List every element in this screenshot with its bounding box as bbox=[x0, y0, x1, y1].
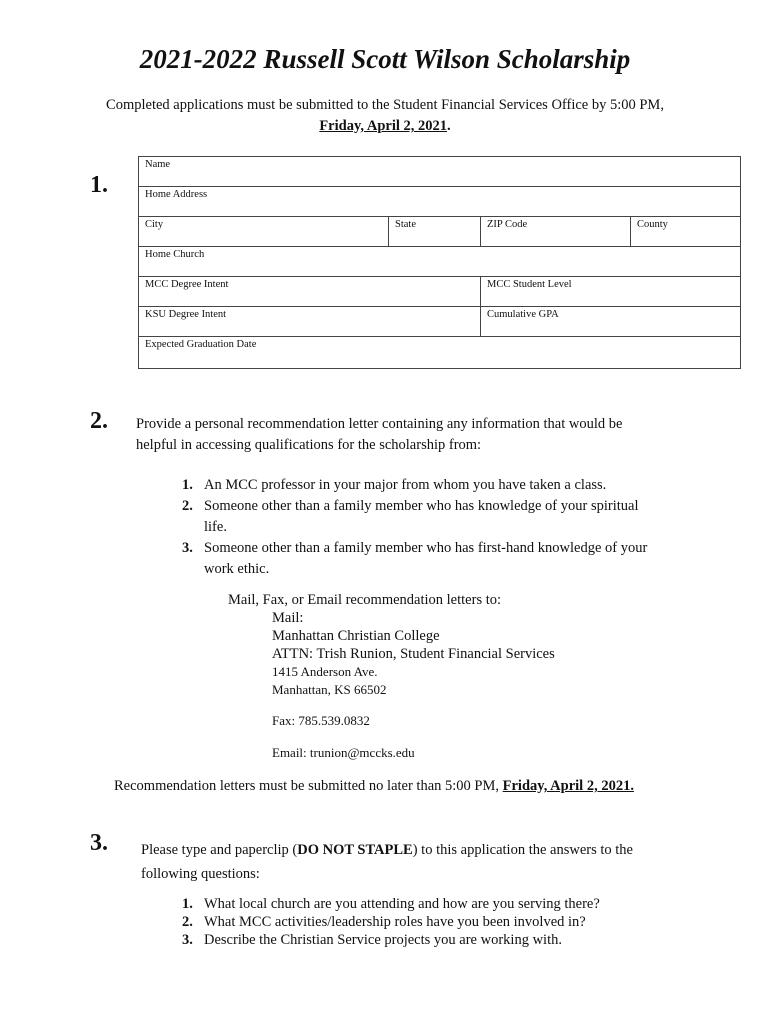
zip-field[interactable] bbox=[481, 217, 631, 247]
mcc-student-level-label: MCC Student Level bbox=[487, 279, 572, 290]
list-item bbox=[182, 913, 682, 931]
home-address-field[interactable] bbox=[139, 187, 741, 217]
attention-line: ATTN: Trish Runion, Student Financial Services bbox=[272, 646, 555, 662]
section-2-number: 2. bbox=[90, 408, 108, 434]
section-1-number: 1. bbox=[90, 172, 108, 198]
recommendation-instructions bbox=[136, 414, 622, 456]
email-address: Email: trunion@mccks.edu bbox=[272, 745, 415, 760]
zip-label: ZIP Code bbox=[487, 219, 528, 230]
deadline-date: Friday, April 2, 2021 bbox=[319, 118, 448, 134]
recommendation-text-line-1: Provide a personal recommendation letter containing any information that would be bbox=[136, 416, 623, 432]
city-field[interactable] bbox=[139, 217, 389, 247]
submission-instructions: Completed applications must be submitted to the Student Financial Services Office by 5:00 PM, bbox=[106, 97, 664, 113]
state-label: State bbox=[395, 219, 416, 230]
recommendation-deadline-text: Recommendation letters must be submitted no later than 5:00 PM, bbox=[114, 778, 499, 794]
home-church-label: Home Church bbox=[145, 249, 205, 260]
list-item-text: What MCC activities/leadership roles have you been involved in? bbox=[204, 914, 586, 930]
recommendation-deadline-date: Friday, April 2, 2021. bbox=[502, 778, 634, 794]
list-item-number: 3. bbox=[182, 540, 193, 556]
mcc-student-level-field[interactable] bbox=[481, 277, 741, 307]
list-item-text-continued: life. bbox=[204, 519, 227, 535]
county-label: County bbox=[637, 219, 668, 230]
list-item-number: 2. bbox=[182, 498, 193, 514]
section-3-number: 3. bbox=[90, 830, 108, 856]
state-field[interactable] bbox=[389, 217, 481, 247]
home-church-field[interactable] bbox=[139, 247, 741, 277]
questions-text-pre: Please type and paperclip ( bbox=[141, 842, 298, 858]
list-item bbox=[182, 931, 682, 949]
name-field[interactable] bbox=[139, 157, 741, 187]
list-item-number: 3. bbox=[182, 932, 193, 948]
questions-instructions bbox=[141, 838, 633, 886]
mcc-degree-intent-label: MCC Degree Intent bbox=[145, 279, 229, 290]
document-title: 2021-2022 Russell Scott Wilson Scholarship bbox=[139, 44, 631, 74]
list-item-number: 1. bbox=[182, 477, 193, 493]
expected-graduation-field[interactable] bbox=[139, 337, 741, 369]
questions-text-line-1 bbox=[141, 838, 633, 862]
cumulative-gpa-label: Cumulative GPA bbox=[487, 309, 559, 320]
city-state-zip: Manhattan, KS 66502 bbox=[272, 682, 387, 697]
list-item bbox=[182, 895, 682, 913]
cumulative-gpa-field[interactable] bbox=[481, 307, 741, 337]
questions-list bbox=[182, 895, 682, 949]
college-name: Manhattan Christian College bbox=[272, 628, 440, 644]
questions-text-line-2: following questions: bbox=[141, 866, 260, 882]
recommendation-text-line-2: helpful in accessing qualifications for the scholarship from: bbox=[136, 437, 482, 453]
recommendation-deadline bbox=[114, 776, 634, 797]
fax-number: Fax: 785.539.0832 bbox=[272, 713, 370, 728]
deadline-period: . bbox=[447, 118, 451, 134]
county-field[interactable] bbox=[631, 217, 741, 247]
list-item bbox=[182, 475, 682, 496]
list-item-number: 2. bbox=[182, 914, 193, 930]
ksu-degree-intent-label: KSU Degree Intent bbox=[145, 309, 227, 320]
city-label: City bbox=[145, 219, 164, 230]
list-item-text: What local church are you attending and how are you serving there? bbox=[204, 896, 600, 912]
street-address: 1415 Anderson Ave. bbox=[272, 664, 378, 679]
ksu-degree-intent-field[interactable] bbox=[139, 307, 481, 337]
list-item-text: Someone other than a family member who has knowledge of your spiritual bbox=[204, 498, 639, 514]
list-item-text: An MCC professor in your major from whom you have taken a class. bbox=[204, 477, 607, 493]
mail-label: Mail: bbox=[272, 610, 304, 626]
list-item bbox=[182, 496, 682, 538]
list-item-text-continued: work ethic. bbox=[204, 561, 270, 577]
mailing-address bbox=[272, 609, 555, 699]
list-item-text: Someone other than a family member who has first-hand knowledge of your bbox=[204, 540, 648, 556]
do-not-staple: DO NOT STAPLE bbox=[297, 842, 413, 858]
list-item-number: 1. bbox=[182, 896, 193, 912]
mail-intro: Mail, Fax, or Email recommendation letters to: bbox=[228, 592, 502, 608]
name-label: Name bbox=[145, 159, 171, 170]
applicant-info-form bbox=[138, 156, 741, 369]
list-item-text: Describe the Christian Service projects you are working with. bbox=[204, 932, 562, 948]
mcc-degree-intent-field[interactable] bbox=[139, 277, 481, 307]
home-address-label: Home Address bbox=[145, 189, 208, 200]
submission-deadline bbox=[0, 118, 770, 135]
questions-text-post: ) to this application the answers to the bbox=[412, 842, 633, 858]
expected-graduation-label: Expected Graduation Date bbox=[145, 339, 257, 350]
recommender-list bbox=[182, 475, 682, 580]
list-item bbox=[182, 538, 682, 580]
